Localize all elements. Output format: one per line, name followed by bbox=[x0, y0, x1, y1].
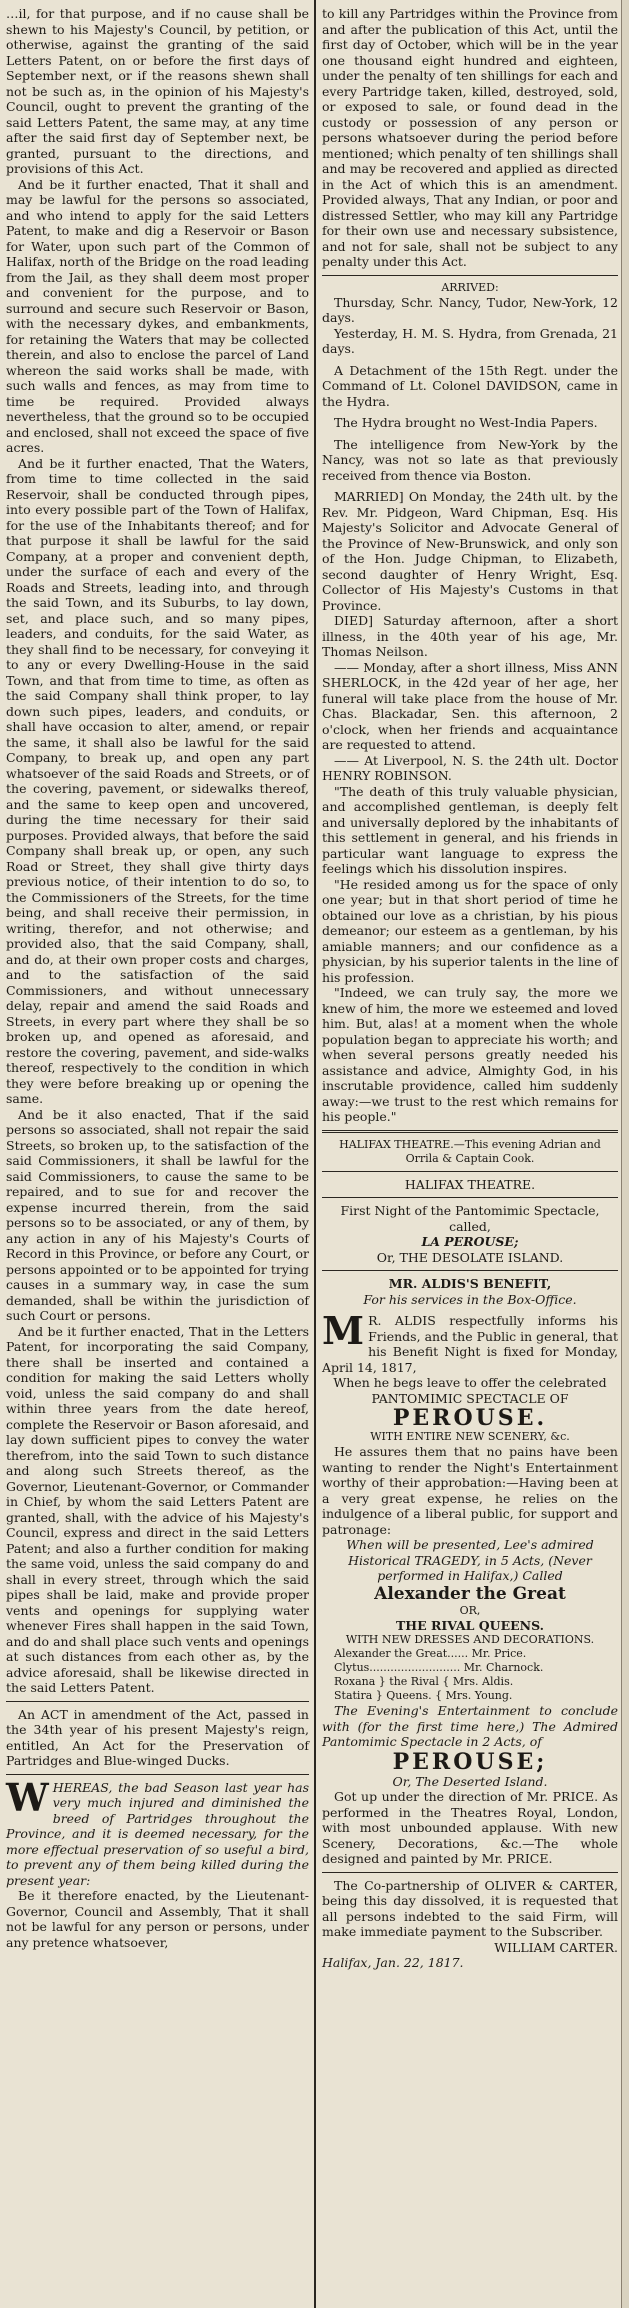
scenery-line: WITH ENTIRE NEW SCENERY, &c. bbox=[370, 1430, 570, 1443]
right-column bbox=[322, 6, 618, 1971]
perouse-title: PEROUSE. bbox=[392, 1405, 548, 1431]
act-paragraph: And be it further enacted, That it shall and may be lawful for the persons so associated, and who intend to apply for the said Letters Patent, to make and dig a Reservoir or Bason for Water, upon such part of the Common of Halifax, north of the Bridge on the road leading from the Jail, as they shall deem most proper and convenient for the purpose, and to surround and secure such Reservoir or Bason, with the necessary dykes, and embankments, for retaining the Waters that may be collected therein, and also to enclose the parcel of Land whereon the said works shall be made, with such walls and fences, as may from time to time be required. Provided always nevertheless, that the ground so to be occupied and enclosed, shall not exceed the space of five acres. bbox=[6, 176, 309, 455]
presented-line: When will be presented, Lee's admired Historical TRAGEDY, in 5 Acts, (Never performed in Halifax,) Called bbox=[346, 1537, 594, 1583]
act-title: An ACT in amendment of the Act, passed in the 34th year of his present Majesty's reign, entitled, An Act for the Preservation of Partridges and Blue-winged Ducks. bbox=[6, 1706, 309, 1768]
cast-entry: Statira } Queens. { Mrs. Young. bbox=[334, 1689, 513, 1702]
arrival-item: Yesterday, H. M. S. Hydra, from Grenada, 21 days. bbox=[322, 325, 618, 356]
divider bbox=[6, 1774, 309, 1775]
la-perouse-title: LA PEROUSE; bbox=[421, 1234, 519, 1249]
divider bbox=[322, 1270, 618, 1271]
divider bbox=[322, 1130, 618, 1133]
signature: WILLIAM CARTER. bbox=[494, 1939, 618, 1955]
arrived-heading: ARRIVED: bbox=[441, 280, 499, 294]
or-line: OR, bbox=[459, 1603, 481, 1617]
cast-list bbox=[322, 1647, 618, 1703]
cast-entry: Roxana } the Rival { Mrs. Aldis. bbox=[334, 1675, 514, 1688]
first-night-line: First Night of the Pantomimic Spectacle, called, bbox=[340, 1203, 600, 1234]
desolate-subtitle: Or, THE DESOLATE ISLAND. bbox=[376, 1249, 564, 1265]
news-item: The intelligence from New-York by the Nancy, was not so late as that previously received from thence via Boston. bbox=[322, 436, 618, 483]
act-continuation: to kill any Partridges within the Province from and after the publication of this Act, until the first day of October, which will be in the year one thousand eight hundred and eighteen, under the penalty of ten shillings for each and every Partridge taken, killed, destroyed, sold, or exposed to sale, or found dead in the custody or possession of any person or persons whatsoever during the period before mentioned; which penalty of ten shillings shall and may be recovered and applied as directed in the Act of which this is an amendment. Provided always, That any Indian, or poor and distressed Settler, who may kill any Partridge for their own use and necessary subsistence, and not for sale, shall not be subject to any penalty under this Act. bbox=[322, 6, 618, 269]
tribute-paragraph: "Indeed, we can truly say, the more we knew of him, the more we esteemed and loved him. But, alas! at a moment when the whole population began to appreciate his worth; and when several persons greatly needed his assistance and advice, Almighty God, in his inscrutable providence, called him suddenly away:—we trust to the rest which remains for his people." bbox=[322, 985, 618, 1124]
whereas-text: HEREAS, the bad Season last year has very much injured and diminished the breed of Partridges throughout the Province, and it is deemed necessary, for the more effectual preservation of so useful a bird, to prevent any of them being killed during the present year: bbox=[6, 1779, 309, 1888]
act-paragraph: And be it further enacted, That in the Letters Patent, for incorporating the said Company, there shall be inserted and contained a condition for making the said Letters wholly void, unless the said company do and shall within three years from the date hereof, complete the Reservoir or Bason aforesaid, and lay down sufficient pipes to convey the water therefrom, into the said Town to such distance and along such Streets thereof, as the Governor, Lieutenant-Governor, or Commander in Chief, by whom the said Letters Patent are granted, shall, with the advice of his Majesty's Council, express and direct in the said Letters Patent; and also a further condition for making the same void, unless the said company do and shall in every street, through which the said pipes shall be laid, make and provide proper vents and openings for supplying water whenever Fires shall happen in the said Town, and do and shall place such vents and openings at such distances from each other as, by the advice aforesaid, shall be likewise directed in the said Letters Patent. bbox=[6, 1323, 309, 1695]
dresses-line: WITH NEW DRESSES AND DECORATIONS. bbox=[345, 1633, 595, 1646]
drop-cap: W bbox=[6, 1774, 49, 1820]
rival-queens-title: THE RIVAL QUEENS. bbox=[396, 1617, 544, 1633]
aldis-text: R. ALDIS respectfully informs his Friends, and the Public in general, that his Benefit Night is fixed for Monday, April 14, 1817, bbox=[322, 1313, 618, 1375]
news-item: The Hydra brought no West-India Papers. bbox=[334, 415, 598, 430]
aldis-announcement bbox=[322, 1308, 618, 1375]
cast-entry: Clytus.......................... Mr. Charnock. bbox=[334, 1661, 544, 1674]
evening-line: The Evening's Entertainment to conclude with (for the first time here,) The Admired Pantomimic Spectacle in 2 Acts, of bbox=[322, 1703, 618, 1749]
act-paragraph: And be it further enacted, That the Waters, from time to time collected in the said Reservoir, shall be conducted through pipes, into every possible part of the Town of Halifax, for the use of the Inhabitants thereof; and for that purpose it shall be lawful for the said Company, at a proper and convenient depth, under the surface of each and every of the Roads and Streets, leading into, and through the said Town, and its Suburbs, to lay down, set, and place such, and so many pipes, leaders, and conduits, for the said Water, as they shall find to be necessary, for conveying it to any or every Dwelling-House in the said Town, and that from time to time, as often as the said Company shall think proper, to lay down such pipes, leaders, and conduits, or shall have occasion to alter, amend, or repair the same, it shall also be lawful for the said Company, to break up, and open any part whatsoever of the said Roads and Streets, or of the covering, pavement, or sidewalks thereof, and the same to keep open and uncovered, during the time necessary for their said purposes. Provided always, that before the said Company shall break up, or open, any such Road or Street, they shall give thirty days previous notice, of their intention to do so, to the Commissioners of the Streets, for the time being, and shall receive their permission, in writing, therefor, and not otherwise; and provided also, that the said Company, shall, and do, at their own proper costs and charges, and to the satisfaction of the said Commissioners, and without unnecessary delay, repair and amend the said Roads and Streets, in every part where they shall be so broken up, and opened as aforesaid, and restore the covering, pavement, and side-walks thereof, respectively to the condition in which they were before breaking up or opening the same. bbox=[6, 455, 309, 1106]
tribute-paragraph: "The death of this truly valuable physician, and accomplished gentleman, is deeply felt and universally deplored by the inhabitants of this settlement in general, and his friends in particular want language to express the feelings which his dissolution inspires. bbox=[322, 783, 618, 876]
drop-cap: M bbox=[322, 1308, 365, 1353]
act-paragraph: And be it also enacted, That if the said persons so associated, shall not repair the said Streets, so broken up, to the satisfaction of the said Commissioners, it shall be lawful for the said Commissioners, to cause the same to be repaired, and to sue for and recover the expense incurred therein, from the said persons so to be associated, or any of them, by any action in any of his Majesty's Courts of Record in this Province, or before any Court, or persons appointed or to be appointed for trying causes in a summary way, in case the sum demanded, shall be within the jurisdiction of such Court or persons. bbox=[6, 1106, 309, 1323]
dateline: Halifax, Jan. 22, 1817. bbox=[322, 1955, 464, 1970]
copartnership-notice: The Co-partnership of OLIVER & CARTER, being this day dissolved, it is requested that all persons indebted to the said Firm, will make immediate payment to the Subscriber. bbox=[322, 1877, 618, 1939]
death-notice: —— At Liverpool, N. S. the 24th ult. Doctor HENRY ROBINSON. bbox=[322, 752, 618, 783]
left-column bbox=[6, 6, 309, 1950]
cast-entry: Alexander the Great...... Mr. Price. bbox=[334, 1647, 527, 1660]
benefit-subheading: For his services in the Box-Office. bbox=[363, 1291, 577, 1307]
death-notice: DIED] Saturday afternoon, after a short illness, in the 40th year of his age, Mr. Thomas Neilson. bbox=[322, 613, 618, 659]
direction-paragraph: Got up under the direction of Mr. PRICE. As performed in the Theatres Royal, London, with most unbounded applause. With new Scenery, Decorations, &c.—The whole designed and painted by Mr. PRICE. bbox=[322, 1789, 618, 1866]
theatre-heading: HALIFAX THEATRE. bbox=[404, 1176, 536, 1192]
divider bbox=[322, 1197, 618, 1198]
benefit-heading: MR. ALDIS'S BENEFIT, bbox=[388, 1276, 552, 1291]
theatre-notice: HALIFAX THEATRE.—This evening Adrian and Orrila & Captain Cook. bbox=[339, 1137, 601, 1165]
whereas-paragraph bbox=[6, 1774, 309, 1889]
divider bbox=[322, 275, 618, 276]
assurance-paragraph: He assures them that no pains have been wanting to render the Night's Entertainment worthy of their approbation:—Having been at a very great expense, he relies on the indulgence of a liberal public, for support and patronage: bbox=[322, 1444, 618, 1537]
marriage-notice: MARRIED] On Monday, the 24th ult. by the Rev. Mr. Pidgeon, Ward Chipman, Esq. His Majesty's Solicitor and Advocate General of the Province of New-Brunswick, and only son of the Hon. Judge Chipman, to Elizabeth, second daughter of Henry Wright, Esq. Collector of His Majesty's Customs in that Province. bbox=[322, 489, 618, 613]
death-notice: —— Monday, after a short illness, Miss ANN SHERLOCK, in the 42d year of her age, her funeral will take place from the house of Mr. Chas. Blackadar, Sen. this afternoon, 2 o'clock, when her friends and acquaintance are requested to attend. bbox=[322, 659, 618, 752]
divider bbox=[322, 1171, 618, 1172]
act-paragraph: …il, for that purpose, and if no cause shall be shewn to his Majesty's Council, by petition, or otherwise, against the granting of the said Letters Patent, on or before the first days of September next, or if the reasons shewn shall not be such as, in the opinion of his Majesty's Council, ought to prevent the granting of the said Letters Patent, the same may, at any time after the said first day of September next, be granted, pursuant to the directions, and provisions of this Act. bbox=[6, 6, 309, 176]
offer-line: When he begs leave to offer the celebrated PANTOMIMIC SPECTACLE OF bbox=[333, 1375, 607, 1406]
arrival-item: Thursday, Schr. Nancy, Tudor, New-York, 12 days. bbox=[322, 294, 618, 325]
deserted-subtitle: Or, The Deserted Island. bbox=[392, 1773, 548, 1789]
alexander-title: Alexander the Great bbox=[374, 1583, 566, 1604]
news-item: A Detachment of the 15th Regt. under the Command of Lt. Colonel DAVIDSON, came in the Hydra. bbox=[322, 362, 618, 409]
tribute-paragraph: "He resided among us for the space of only one year; but in that short period of time he obtained our love as a christian, by his pious demeanor; our esteem as a gentleman, by his amiable manners; and our confidence as a physician, by his superior talents in the line of his profession. bbox=[322, 876, 618, 985]
page-edge bbox=[621, 0, 629, 2308]
perouse-title-2: PEROUSE; bbox=[392, 1748, 548, 1775]
divider bbox=[322, 1872, 618, 1873]
enacting-clause: Be it therefore enacted, by the Lieutenant-Governor, Council and Assembly, That it shall not be lawful for any person or persons, under any pretence whatsoever, bbox=[6, 1888, 309, 1950]
column-divider bbox=[314, 0, 316, 2308]
divider bbox=[6, 1701, 309, 1702]
